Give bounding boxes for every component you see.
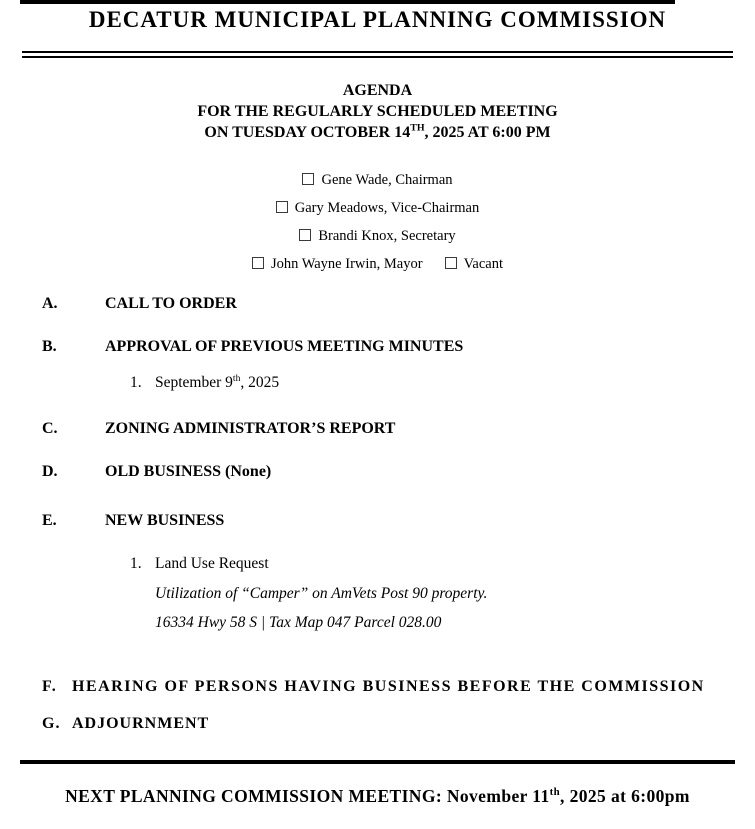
agenda-item-new-business xyxy=(42,513,755,529)
agenda-item-call-to-order xyxy=(42,296,755,312)
item-title: HEARING OF PERSONS HAVING BUSINESS BEFORE THE COMMISSION xyxy=(72,678,705,695)
roll-call-row xyxy=(0,173,755,188)
checkbox-icon xyxy=(302,173,314,185)
roll-call-list xyxy=(0,173,755,272)
item-letter: B. xyxy=(42,338,57,355)
vacant-seat-group xyxy=(445,256,503,272)
subitem-number: 1. xyxy=(130,374,142,391)
land-use-request-location: 16334 Hwy 58 S | Tax Map 047 Parcel 028.00 xyxy=(155,614,442,631)
item-title: NEW BUSINESS xyxy=(105,512,225,529)
heading-meeting-line: FOR THE REGULARLY SCHEDULED MEETING xyxy=(197,103,558,120)
roll-call-row xyxy=(0,257,755,272)
minutes-date-post: , 2025 xyxy=(240,374,280,391)
roll-call-row xyxy=(0,201,755,216)
document-title: DECATUR MUNICIPAL PLANNING COMMISSION xyxy=(88,7,667,32)
minutes-date-ordinal: th xyxy=(232,372,241,384)
checkbox-icon xyxy=(276,201,288,213)
agenda-item-adjournment xyxy=(42,715,755,732)
agenda-item-approval-minutes xyxy=(42,339,755,355)
heading-agenda-line: AGENDA xyxy=(342,82,413,99)
item-letter: D. xyxy=(42,463,58,480)
member-name: Gary Meadows, Vice-Chairman xyxy=(294,200,480,216)
agenda-item-hearing xyxy=(42,678,755,695)
next-meeting-ordinal: th xyxy=(549,786,561,799)
agenda-item-zoning-report xyxy=(42,421,755,437)
cropped-header-bar xyxy=(20,0,675,4)
agenda-item-old-business xyxy=(42,464,755,480)
checkbox-icon xyxy=(252,257,264,269)
item-title: OLD BUSINESS (None) xyxy=(105,463,272,480)
item-title: ADJOURNMENT xyxy=(72,715,210,732)
item-letter: C. xyxy=(42,420,58,437)
member-name: Gene Wade, Chairman xyxy=(321,172,453,188)
checkbox-icon xyxy=(445,257,457,269)
item-title: APPROVAL OF PREVIOUS MEETING MINUTES xyxy=(105,338,464,355)
checkbox-icon xyxy=(299,229,311,241)
item-letter: E. xyxy=(42,512,57,529)
subitem-number: 1. xyxy=(130,555,142,572)
member-name: John Wayne Irwin, Mayor xyxy=(270,256,423,272)
heading-datetime-post: , 2025 AT 6:00 PM xyxy=(424,124,551,141)
item-title: ZONING ADMINISTRATOR’S REPORT xyxy=(105,420,396,437)
next-meeting-pre: NEXT PLANNING COMMISSION MEETING: November 11 xyxy=(65,786,550,806)
item-letter: F. xyxy=(42,678,58,695)
land-use-request-subitem xyxy=(130,556,755,572)
minutes-date-subitem xyxy=(130,372,755,391)
next-meeting-post: , 2025 at 6:00pm xyxy=(560,786,690,806)
heading-datetime-pre: ON TUESDAY OCTOBER 14 xyxy=(204,124,411,141)
member-name: Vacant xyxy=(463,256,504,272)
roll-call-row xyxy=(0,229,755,244)
subitem-text xyxy=(155,372,280,391)
next-meeting-notice xyxy=(0,786,755,807)
item-title: CALL TO ORDER xyxy=(105,295,237,312)
subitem-text: Land Use Request xyxy=(155,555,269,572)
heading-datetime-line xyxy=(0,122,755,143)
land-use-request-description: Utilization of “Camper” on AmVets Post 90 property. xyxy=(155,585,488,602)
meeting-heading xyxy=(0,80,755,143)
minutes-date-pre: September 9 xyxy=(155,374,233,391)
member-name: Brandi Knox, Secretary xyxy=(318,228,456,244)
item-letter: G. xyxy=(42,715,61,732)
item-letter: A. xyxy=(42,295,58,312)
title-divider-rule xyxy=(22,51,733,58)
agenda-items xyxy=(42,296,755,732)
footer-divider-rule xyxy=(20,760,735,764)
heading-datetime-ordinal: TH xyxy=(410,122,425,134)
